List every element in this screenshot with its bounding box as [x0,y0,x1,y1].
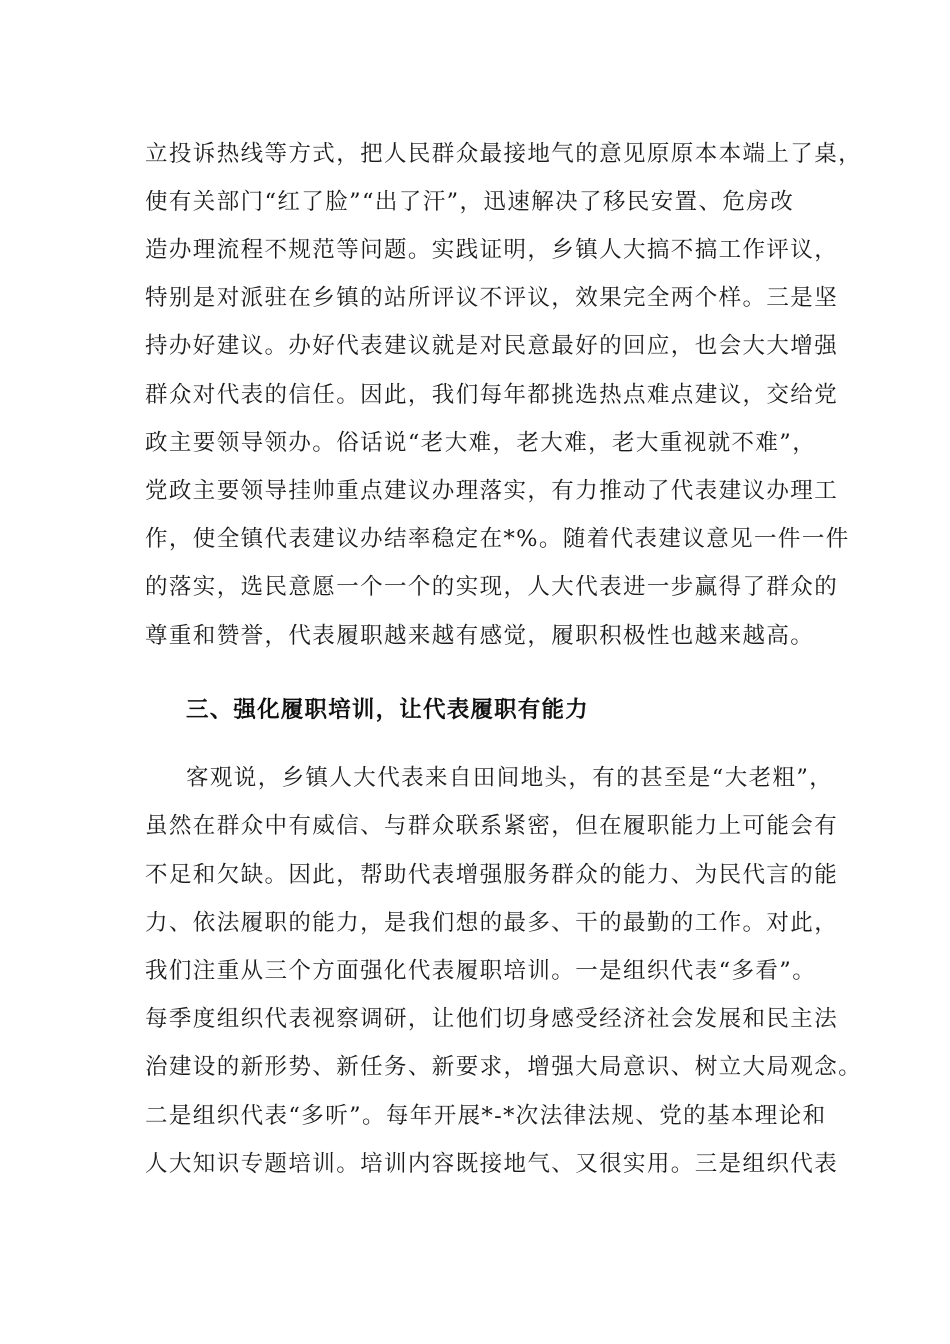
paragraph-line: 我们注重从三个方面强化代表履职培训。一是组织代表“多看”。 [145,958,817,984]
paragraph-line: 二是组织代表“多听”。每年开展*-*次法律法规、党的基本理论和 [145,1103,827,1129]
paragraph-line: 每季度组织代表视察调研，让他们切身感受经济社会发展和民主法 [145,1006,839,1032]
paragraph-line: 治建设的新形势、新任务、新要求，增强大局意识、树立大局观念。 [145,1054,863,1080]
paragraph-line: 力、依法履职的能力，是我们想的最多、干的最勤的工作。对此， [145,910,839,936]
paragraph-line: 使有关部门“红了脸”“出了汗”，迅速解决了移民安置、危房改 [145,189,795,215]
paragraph-line: 政主要领导领办。俗话说“老大难，老大难，老大重视就不难”， [145,430,817,456]
paragraph-line: 立投诉热线等方式，把人民群众最接地气的意见原原本本端上了桌， [145,141,863,167]
paragraph-line: 群众对代表的信任。因此，我们每年都挑选热点难点建议，交给党 [145,382,839,408]
paragraph-line: 人大知识专题培训。培训内容既接地气、又很实用。三是组织代表 [145,1151,839,1177]
paragraph-line: 不足和欠缺。因此，帮助代表增强服务群众的能力、为民代言的能 [145,862,839,888]
paragraph-line: 的落实，选民意愿一个一个的实现，人大代表进一步赢得了群众的 [145,574,839,600]
paragraph-line: 尊重和赞誉，代表履职越来越有感觉，履职积极性也越来越高。 [145,623,815,649]
paragraph-line: 特别是对派驻在乡镇的站所评议不评议，效果完全两个样。三是坚 [145,285,839,311]
paragraph-line: 作，使全镇代表建议办结率稳定在*%。随着代表建议意见一件一件 [145,526,850,552]
paragraph-line: 客观说，乡镇人大代表来自田间地头，有的甚至是“大老粗”， [186,765,834,791]
paragraph-line: 造办理流程不规范等问题。实践证明，乡镇人大搞不搞工作评议， [145,237,839,263]
section-heading: 三、强化履职培训，让代表履职有能力 [186,697,589,723]
paragraph-line: 持办好建议。办好代表建议就是对民意最好的回应，也会大大增强 [145,333,839,359]
paragraph-line: 党政主要领导挂帅重点建议办理落实，有力推动了代表建议办理工 [145,478,839,504]
paragraph-line: 虽然在群众中有威信、与群众联系紧密，但在履职能力上可能会有 [145,813,839,839]
